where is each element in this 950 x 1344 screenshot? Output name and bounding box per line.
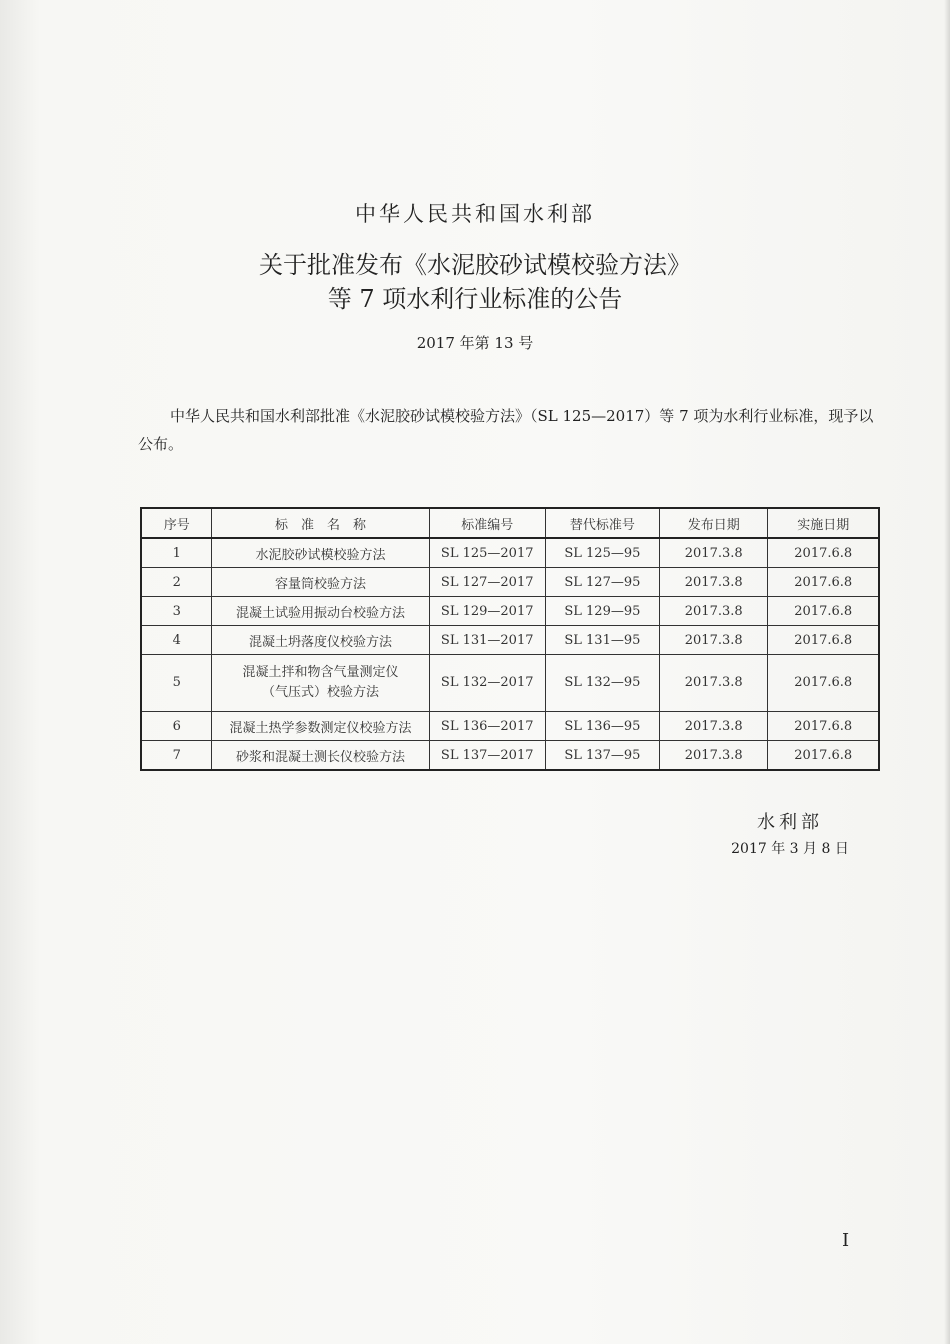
cell-code: SL 129—2017 bbox=[429, 597, 545, 626]
cell-implemented: 2017.6.8 bbox=[768, 597, 879, 626]
table-row bbox=[141, 626, 879, 655]
cell-name: 砂浆和混凝土测长仪校验方法 bbox=[212, 741, 429, 771]
table-header bbox=[141, 508, 879, 538]
header-no: 序号 bbox=[141, 508, 212, 538]
cell-implemented: 2017.6.8 bbox=[768, 568, 879, 597]
cell-replaced: SL 131—95 bbox=[545, 626, 659, 655]
cell-name: 混凝土坍落度仪校验方法 bbox=[212, 626, 429, 655]
cell-published: 2017.3.8 bbox=[659, 741, 768, 771]
cell-code: SL 136—2017 bbox=[429, 712, 545, 741]
cell-implemented: 2017.6.8 bbox=[768, 626, 879, 655]
cell-no: 5 bbox=[141, 655, 212, 712]
table-row bbox=[141, 712, 879, 741]
table-row bbox=[141, 655, 879, 712]
cell-implemented: 2017.6.8 bbox=[768, 741, 879, 771]
signature-org: 水利部 bbox=[757, 812, 823, 833]
table-row bbox=[141, 741, 879, 771]
cell-name-line-2: （气压式）校验方法 bbox=[262, 685, 380, 700]
cell-implemented: 2017.6.8 bbox=[768, 538, 879, 568]
cell-implemented: 2017.6.8 bbox=[768, 655, 879, 712]
signature-date: 2017 年 3 月 8 日 bbox=[731, 841, 849, 857]
cell-no: 1 bbox=[141, 538, 212, 568]
cell-replaced: SL 136—95 bbox=[545, 712, 659, 741]
header-implemented: 实施日期 bbox=[768, 508, 879, 538]
issuer-heading: 中华人民共和国水利部 bbox=[355, 202, 595, 226]
cell-name: 混凝土试验用振动台校验方法 bbox=[212, 597, 429, 626]
page-number: I bbox=[842, 1230, 850, 1251]
cell-published: 2017.3.8 bbox=[659, 597, 768, 626]
cell-code: SL 132—2017 bbox=[429, 655, 545, 712]
standards-table bbox=[140, 507, 880, 771]
cell-name bbox=[212, 655, 429, 712]
cell-published: 2017.3.8 bbox=[659, 712, 768, 741]
cell-code: SL 125—2017 bbox=[429, 538, 545, 568]
cell-code: SL 127—2017 bbox=[429, 568, 545, 597]
cell-replaced: SL 129—95 bbox=[545, 597, 659, 626]
cell-name: 混凝土热学参数测定仪校验方法 bbox=[212, 712, 429, 741]
cell-replaced: SL 127—95 bbox=[545, 568, 659, 597]
cell-name: 容量筒校验方法 bbox=[212, 568, 429, 597]
header-replaced: 替代标准号 bbox=[545, 508, 659, 538]
table-row bbox=[141, 538, 879, 568]
cell-published: 2017.3.8 bbox=[659, 538, 768, 568]
header-published: 发布日期 bbox=[659, 508, 768, 538]
cell-published: 2017.3.8 bbox=[659, 568, 768, 597]
table-body bbox=[141, 538, 879, 770]
table-row bbox=[141, 597, 879, 626]
cell-implemented: 2017.6.8 bbox=[768, 712, 879, 741]
cell-no: 6 bbox=[141, 712, 212, 741]
cell-replaced: SL 125—95 bbox=[545, 538, 659, 568]
cell-name: 水泥胶砂试模校验方法 bbox=[212, 538, 429, 568]
cell-replaced: SL 137—95 bbox=[545, 741, 659, 771]
title-line-1: 关于批准发布《水泥胶砂试模校验方法》 bbox=[259, 251, 691, 279]
header-name: 标 准 名 称 bbox=[212, 508, 429, 538]
cell-no: 3 bbox=[141, 597, 212, 626]
document-number: 2017 年第 13 号 bbox=[416, 334, 534, 352]
header-code: 标准编号 bbox=[429, 508, 545, 538]
cell-no: 7 bbox=[141, 741, 212, 771]
cell-name-line-1: 混凝土拌和物含气量测定仪 bbox=[242, 665, 399, 680]
announcement-title bbox=[0, 248, 950, 316]
table-header-row bbox=[141, 508, 879, 538]
announcement-body: 中华人民共和国水利部批准《水泥胶砂试模校验方法》（SL 125—2017）等 7 项为水利行业标准，现予以公布。 bbox=[138, 407, 874, 453]
cell-published: 2017.3.8 bbox=[659, 626, 768, 655]
table-row bbox=[141, 568, 879, 597]
cell-code: SL 137—2017 bbox=[429, 741, 545, 771]
cell-no: 4 bbox=[141, 626, 212, 655]
title-line-2: 等 7 项水利行业标准的公告 bbox=[327, 285, 623, 313]
cell-no: 2 bbox=[141, 568, 212, 597]
cell-code: SL 131—2017 bbox=[429, 626, 545, 655]
cell-published: 2017.3.8 bbox=[659, 655, 768, 712]
cell-replaced: SL 132—95 bbox=[545, 655, 659, 712]
